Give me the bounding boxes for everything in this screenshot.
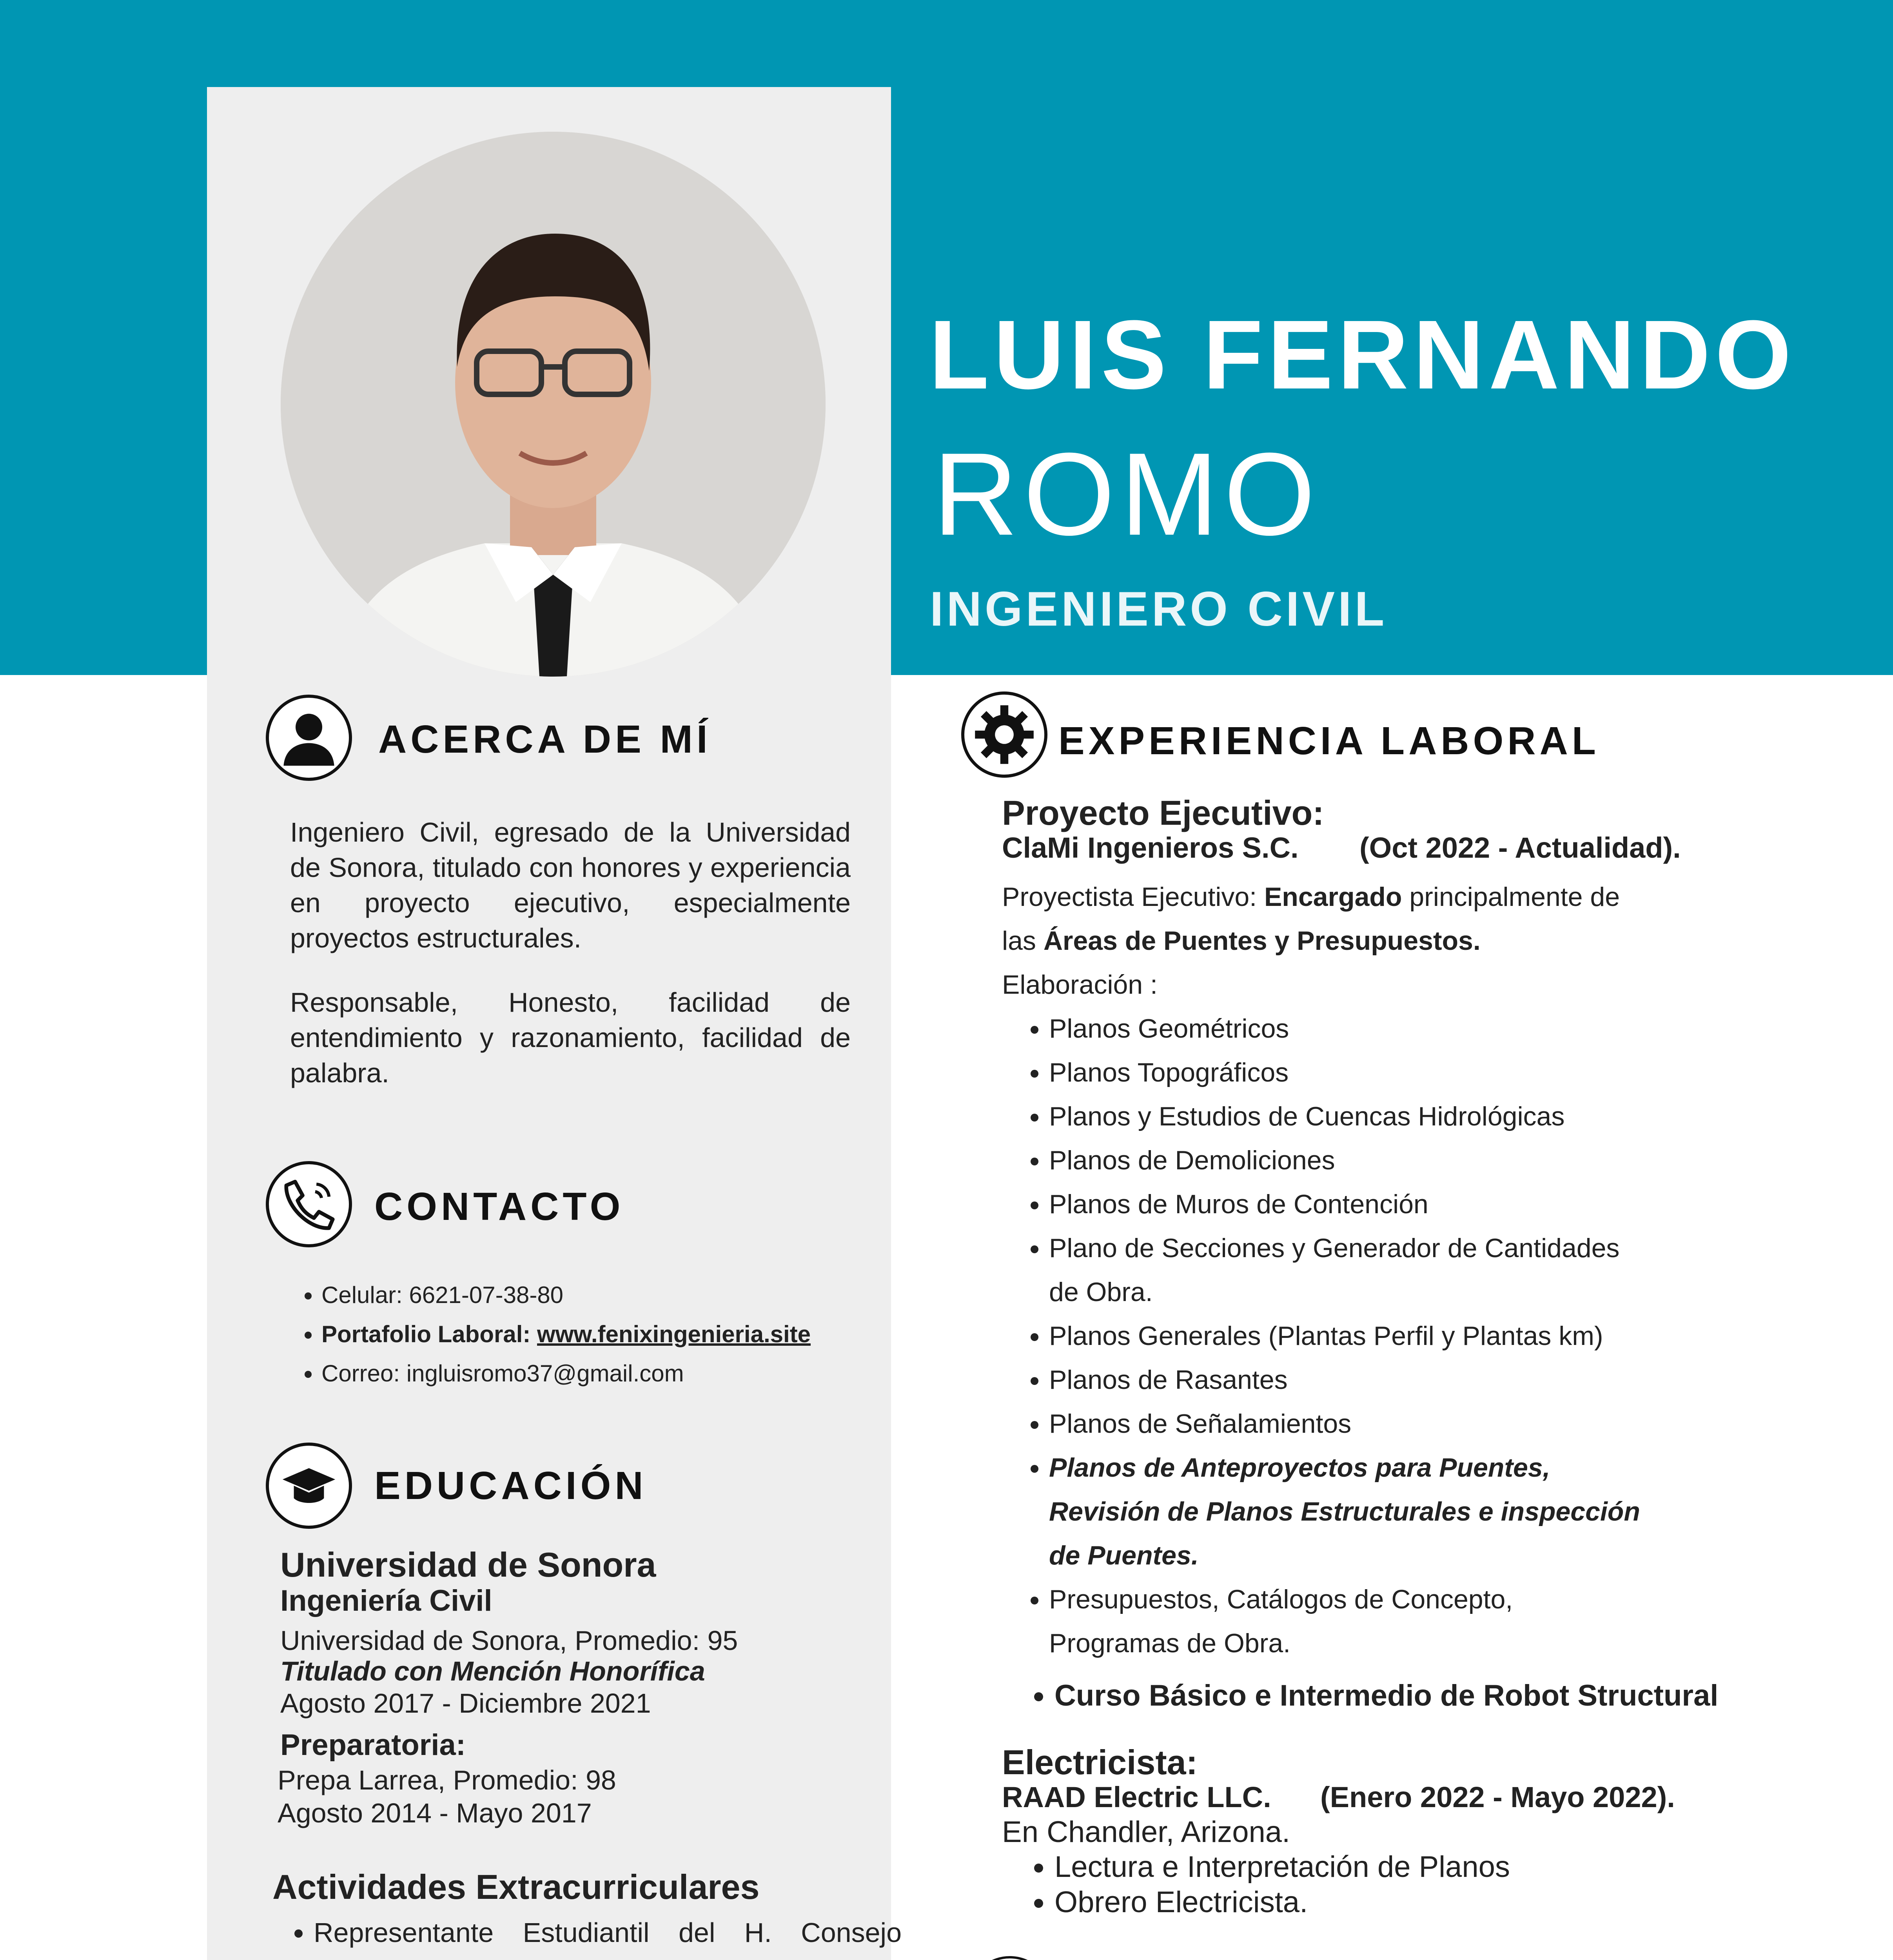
list-item: • Planos Generales (Plantas Perfil y Plantas km): [1049, 1314, 1893, 1358]
list-item: • Planos de Demoliciones: [1049, 1138, 1893, 1182]
prep-average: Prepa Larrea, Promedio: 98: [278, 1765, 616, 1795]
contact-email: • Correo: ingluisromo37@gmail.com: [321, 1354, 909, 1393]
list-item: • Planos de Rasantes: [1049, 1358, 1893, 1402]
job1-company: ClaMi Ingenieros S.C.: [1002, 831, 1299, 864]
extracurricular-title: Actividades Extracurriculares: [272, 1867, 760, 1906]
extracurricular-item: • Representante Estudiantil del H. Consejo: [314, 1911, 902, 1960]
list-item: • Obrero Electricista.: [1054, 1885, 1893, 1920]
list-item: • Lectura e Interpretación de Planos: [1054, 1849, 1893, 1885]
last-name: ROMO: [933, 428, 1321, 560]
university-name: Universidad de Sonora: [280, 1545, 656, 1584]
course-list: [1007, 1674, 1893, 1718]
university-average: Universidad de Sonora, Promedio: 95: [280, 1625, 738, 1656]
about-paragraph-2: Responsable, Honesto, facilidad de entendimiento y razonamiento, facilidad de palabra.: [290, 987, 851, 1088]
profile-photo: [281, 132, 826, 677]
contact-title: CONTACTO: [374, 1185, 624, 1229]
phone-number: 6621-07-38-80: [409, 1282, 564, 1308]
gear-icon: [961, 691, 1047, 778]
extracurricular-list: [274, 1911, 902, 1960]
phone-icon: [266, 1161, 352, 1247]
contact-list: [290, 1276, 909, 1393]
job1-dates: (Oct 2022 - Actualidad).: [1359, 831, 1681, 864]
job2-location: En Chandler, Arizona.: [1002, 1815, 1290, 1849]
contact-phone: • Celular: 6621-07-38-80: [321, 1276, 909, 1315]
portfolio-link[interactable]: www.fenixingenieria.site: [537, 1321, 811, 1347]
list-item: • Planos de Señalamientos: [1049, 1402, 1893, 1446]
list-item: • Planos Geométricos: [1049, 1007, 1893, 1051]
list-item: • Planos Topográficos: [1049, 1051, 1893, 1094]
list-item: • Planos de Anteproyectos para Puentes, Revisión de Planos Estructurales e inspección de Puentes.: [1049, 1446, 1893, 1577]
job-role: INGENIERO CIVIL: [930, 582, 1388, 636]
job1-description: Proyectista Ejecutivo: Encargado principalmente de las Áreas de Puentes y Presupuestos. Elaboración :: [1002, 882, 1620, 1000]
graduation-cap-icon: [266, 1443, 352, 1529]
job2-heading: Electricista:: [1002, 1743, 1198, 1782]
about-title: ACERCA DE MÍ: [378, 717, 711, 761]
job2-dates: (Enero 2022 - Mayo 2022).: [1320, 1781, 1675, 1813]
list-item: • Presupuestos, Catálogos de Concepto, Programas de Obra.: [1049, 1577, 1893, 1665]
user-icon: [266, 695, 352, 781]
about-paragraph-1: Ingeniero Civil, egresado de la Universidad de Sonora, titulado con honores y experiencia en proyecto ejecutivo, especialmente proyectos estructurales.: [290, 817, 851, 953]
prep-dates: Agosto 2014 - Mayo 2017: [278, 1798, 592, 1828]
experience-title: EXPERIENCIA LABORAL: [1058, 719, 1600, 763]
list-item: • Planos y Estudios de Cuencas Hidrológicas: [1049, 1094, 1893, 1138]
list-item: • Planos de Muros de Contención: [1049, 1182, 1893, 1226]
list-item: • Plano de Secciones y Generador de Cantidades de Obra.: [1049, 1226, 1893, 1314]
prep-title: Preparatoria:: [280, 1728, 466, 1762]
education-title: EDUCACIÓN: [374, 1464, 647, 1508]
first-name: LUIS FERNANDO: [929, 300, 1796, 409]
job1-list: [1002, 1007, 1893, 1665]
honors: Titulado con Mención Honorífica: [280, 1656, 705, 1686]
university-dates: Agosto 2017 - Diciembre 2021: [280, 1688, 651, 1719]
email-address: ingluisromo37@gmail.com: [406, 1360, 684, 1387]
degree: Ingeniería Civil: [280, 1584, 492, 1617]
job2-list: [1007, 1849, 1893, 1920]
contact-portfolio: • Portafolio Laboral: www.fenixingenieria.site: [321, 1315, 909, 1354]
course-item: • Curso Básico e Intermedio de Robot Structural: [1054, 1674, 1893, 1718]
job1-heading: Proyecto Ejecutivo:: [1002, 793, 1324, 832]
translate-icon: [967, 1956, 1053, 1960]
job2-company: RAAD Electric LLC.: [1002, 1781, 1271, 1813]
